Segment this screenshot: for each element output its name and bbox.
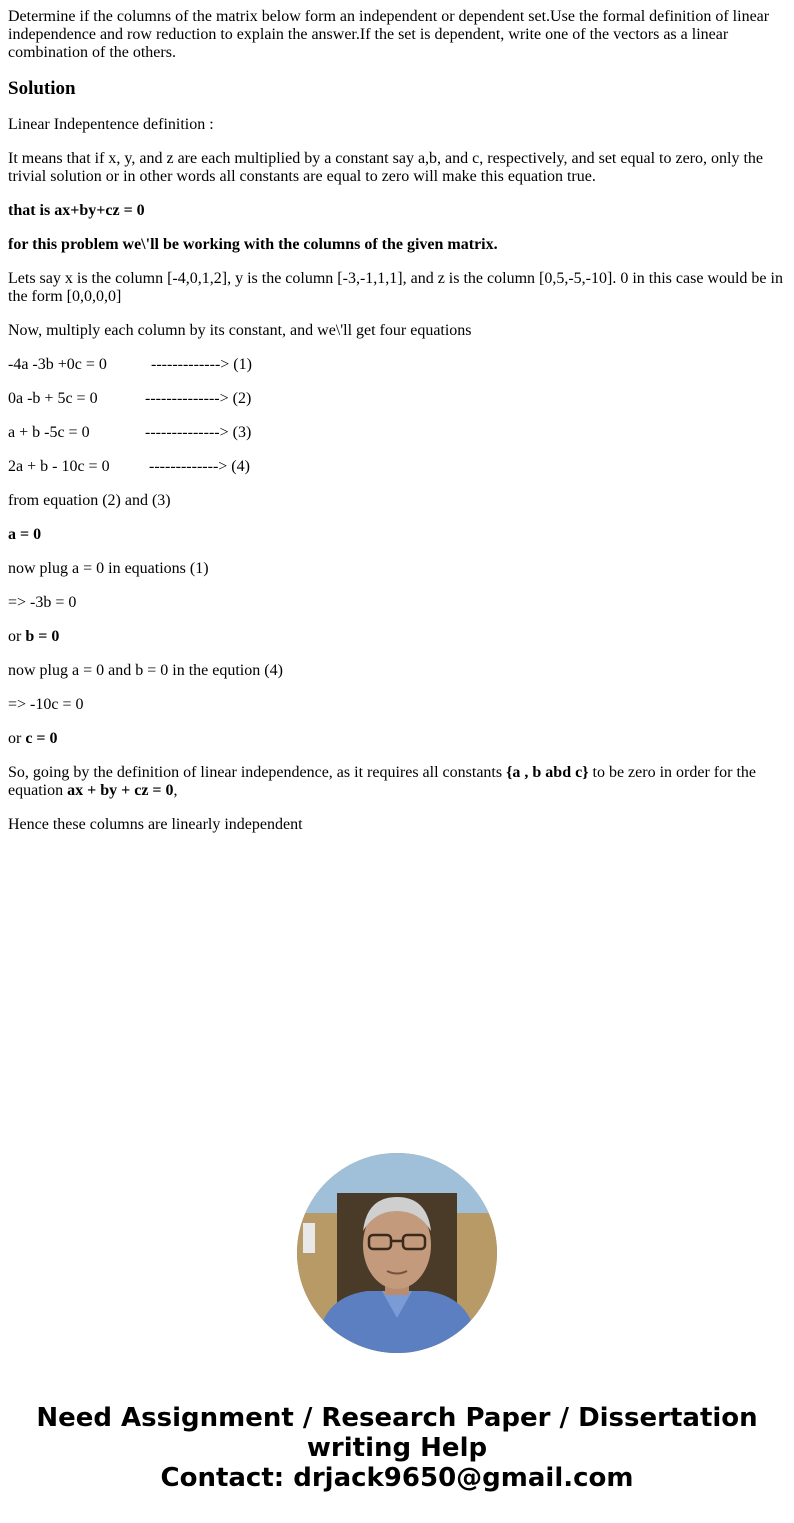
conclusion-text bbox=[8, 764, 786, 800]
banner-line-2: writing Help bbox=[306, 1433, 488, 1463]
columns-text: Lets say x is the column [-4,0,1,2], y is the column [-3,-1,1,1], and z is the column [0,5,-5,-10]. 0 in this case would be in the form [0,0,0,0] bbox=[8, 270, 783, 305]
c-result-line bbox=[8, 730, 786, 748]
equation-row bbox=[8, 390, 786, 408]
conclusion-part3: , bbox=[173, 782, 178, 799]
equation-arrow: --------------> (3) bbox=[145, 424, 252, 441]
banner-line-1: Need Assignment / Research Paper / Dissertation bbox=[36, 1403, 758, 1433]
b-result-line bbox=[8, 628, 786, 646]
equation-lhs: a + b -5c = 0 bbox=[8, 424, 90, 441]
that-is-equation: that is ax+by+cz = 0 bbox=[8, 202, 145, 219]
equation-arrow: -------------> (1) bbox=[151, 356, 252, 373]
solution-heading: Solution bbox=[8, 78, 76, 99]
or-word: or bbox=[8, 730, 22, 747]
equation-row bbox=[8, 424, 786, 442]
plug-a-text: now plug a = 0 in equations (1) bbox=[8, 560, 209, 577]
step-b: => -3b = 0 bbox=[8, 594, 77, 611]
definition-label: Linear Indepentence definition : bbox=[8, 116, 214, 133]
equation-row bbox=[8, 458, 786, 476]
help-banner bbox=[0, 1403, 794, 1493]
author-photo bbox=[297, 1153, 497, 1353]
author-avatar bbox=[297, 1153, 497, 1353]
solution-document bbox=[8, 8, 786, 850]
equation-row bbox=[8, 356, 786, 374]
definition-text: It means that if x, y, and z are each multiplied by a constant say a,b, and c, respectively, and set equal to zero, only the trivial solution or in other words all constants are equal to zero will make this equation true. bbox=[8, 150, 763, 185]
banner-contact: Contact: drjack9650@gmail.com bbox=[160, 1463, 634, 1493]
conclusion-constants: {a , b abd c} bbox=[506, 764, 589, 781]
b-result: b = 0 bbox=[25, 628, 60, 645]
multiply-text: Now, multiply each column by its constant, and we\'ll get four equations bbox=[8, 322, 472, 339]
conclusion-equation: ax + by + cz = 0 bbox=[67, 782, 174, 799]
conclusion-part2: to be zero in order for the equation bbox=[8, 764, 756, 799]
c-result: c = 0 bbox=[25, 730, 58, 747]
from-equation-text: from equation (2) and (3) bbox=[8, 492, 171, 509]
equation-lhs: 2a + b - 10c = 0 bbox=[8, 458, 110, 475]
step-c: => -10c = 0 bbox=[8, 696, 84, 713]
or-word: or bbox=[8, 628, 22, 645]
a-result: a = 0 bbox=[8, 526, 42, 543]
equation-lhs: -4a -3b +0c = 0 bbox=[8, 356, 107, 373]
question-text: Determine if the columns of the matrix below form an independent or dependent set.Use the formal definition of linear independence and row reduction to explain the answer.If the set is dependent, write one of the vectors as a linear combination of the others. bbox=[8, 8, 770, 61]
final-statement: Hence these columns are linearly independent bbox=[8, 816, 303, 833]
plug-ab-text: now plug a = 0 and b = 0 in the eqution (4) bbox=[8, 662, 283, 679]
equation-arrow: -------------> (4) bbox=[149, 458, 250, 475]
equation-lhs: 0a -b + 5c = 0 bbox=[8, 390, 98, 407]
working-note: for this problem we\'ll be working with the columns of the given matrix. bbox=[8, 236, 498, 253]
conclusion-part1: So, going by the definition of linear independence, as it requires all constants bbox=[8, 764, 507, 781]
equation-arrow: --------------> (2) bbox=[145, 390, 252, 407]
